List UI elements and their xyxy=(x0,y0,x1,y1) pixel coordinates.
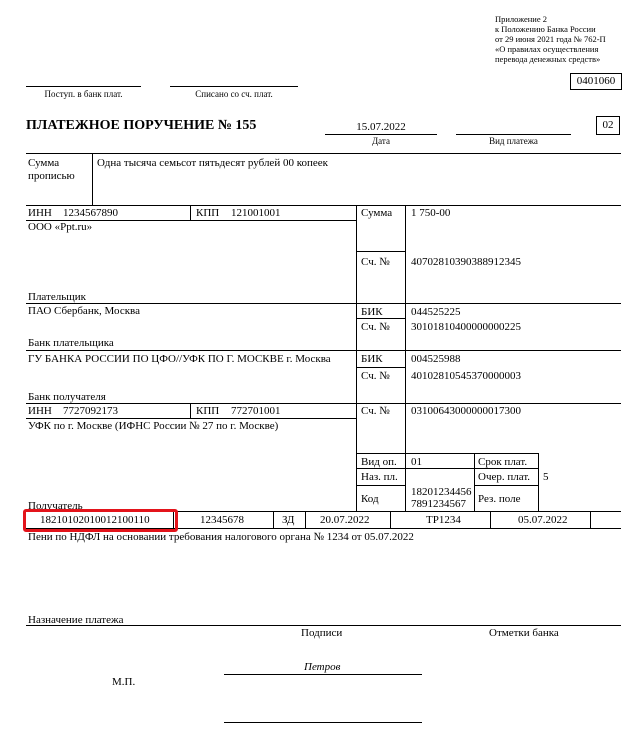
payment-type-line xyxy=(456,134,571,135)
code-line: 18201234456 xyxy=(411,486,472,498)
grid-line xyxy=(190,205,191,220)
payer-name: ООО «Ppt.ru» xyxy=(28,221,93,233)
payee-bank-label: Банк получателя xyxy=(28,391,106,403)
appendix-line: «О правилах осуществления xyxy=(495,44,599,54)
appendix-line: от 29 июня 2021 года № 762-П xyxy=(495,34,606,44)
payer-inn-label: ИНН xyxy=(28,207,52,219)
payer-sum-label: Сумма xyxy=(361,207,393,219)
payee-account: 03100643000000017300 xyxy=(411,405,521,417)
payee-inn-label: ИНН xyxy=(28,405,52,417)
signatures-label: Подписи xyxy=(301,627,343,639)
grid-line xyxy=(405,205,406,511)
grid-line xyxy=(26,625,621,626)
doc-date: 05.07.2022 xyxy=(518,514,568,526)
amount-words-value: Одна тысяча семьсот пятьдесят рублей 00 копеек xyxy=(97,157,328,169)
grid-line xyxy=(356,318,405,319)
kbk: 18210102010012100110 xyxy=(40,514,150,526)
amount-words-label: Сумма прописью xyxy=(28,157,75,182)
signature: Петров xyxy=(304,661,341,673)
grid-line xyxy=(474,485,538,486)
reserve-label: Рез. поле xyxy=(478,493,521,505)
appendix-text xyxy=(495,14,606,64)
grid-line xyxy=(273,511,274,528)
payer-kpp: 121001001 xyxy=(231,207,281,219)
payer-account-label: Сч. № xyxy=(361,256,390,268)
grid-line xyxy=(190,403,191,418)
grid-line xyxy=(356,485,405,486)
payer-bank-name: ПАО Сбербанк, Москва xyxy=(28,305,140,317)
appendix-line: к Положению Банка России xyxy=(495,24,596,34)
payee-kpp: 772701001 xyxy=(231,405,281,417)
form-code: 0401060 xyxy=(570,73,622,90)
payer-bank-account: 30101810400000000225 xyxy=(411,321,521,333)
date-line xyxy=(325,134,437,135)
grid-line xyxy=(490,511,491,528)
priority-label: Очер. плат. xyxy=(478,471,531,483)
payer-bank-label: Банк плательщика xyxy=(28,337,114,349)
grid-line xyxy=(356,251,405,252)
appendix-line: перевода денежных средств» xyxy=(495,54,601,64)
signature-line xyxy=(224,674,422,675)
purpose-text: Пени по НДФЛ на основании требования налогового органа № 1234 от 05.07.2022 xyxy=(28,531,414,543)
payee-kpp-label: КПП xyxy=(196,405,220,417)
grid-line xyxy=(26,205,621,206)
term-label: Срок плат. xyxy=(478,456,528,468)
grid-line xyxy=(305,511,306,528)
purpose-code-label: Наз. пл. xyxy=(361,471,398,483)
grid-line xyxy=(26,303,621,304)
status-code: 02 xyxy=(596,116,620,135)
payer-bank-bik-label: БИК xyxy=(361,306,383,318)
payer-inn: 1234567890 xyxy=(63,207,118,219)
debited-label: Списано со сч. плат. xyxy=(195,89,273,99)
code-value xyxy=(411,486,472,510)
grid-line xyxy=(26,403,621,404)
payee-label: Получатель xyxy=(28,500,83,512)
grid-line xyxy=(26,418,356,419)
payee-account-label: Сч. № xyxy=(361,405,390,417)
tax-period: 20.07.2022 xyxy=(320,514,370,526)
grid-line xyxy=(356,367,405,368)
payer-sum: 1 750-00 xyxy=(411,207,451,219)
purpose-label: Назначение платежа xyxy=(28,614,124,626)
payer-kpp-label: КПП xyxy=(196,207,220,219)
payment-type-label: Вид платежа xyxy=(489,136,538,146)
order-date: 15.07.2022 xyxy=(356,121,406,133)
grid-line xyxy=(474,453,475,511)
grid-line xyxy=(26,350,621,351)
op-type: 01 xyxy=(411,456,422,468)
amount-top-line xyxy=(26,153,621,154)
payee-bank-account-label: Сч. № xyxy=(361,370,390,382)
page-title: ПЛАТЕЖНОЕ ПОРУЧЕНИЕ № 155 xyxy=(26,118,257,133)
date-label: Дата xyxy=(372,136,390,146)
payer-bank-account-label: Сч. № xyxy=(361,321,390,333)
payee-name: УФК по г. Москве (ИФНС России № 27 по г. Москве) xyxy=(28,420,279,432)
bank-marks-label: Отметки банка xyxy=(489,627,559,639)
payee-bank-name: ГУ БАНКА РОССИИ ПО ЦФО//УФК ПО Г. МОСКВЕ г. Москва xyxy=(28,353,331,365)
debited-line xyxy=(170,86,298,87)
grid-line xyxy=(538,453,539,511)
payer-account: 40702810390388912345 xyxy=(411,256,521,268)
payee-bank-bik-label: БИК xyxy=(361,353,383,365)
appendix-line: Приложение 2 xyxy=(495,14,547,24)
doc-number: ТР1234 xyxy=(426,514,461,526)
grid-line xyxy=(390,511,391,528)
grid-line xyxy=(356,468,538,469)
stamp-label: М.П. xyxy=(112,676,136,688)
grid-line xyxy=(590,511,591,528)
received-line xyxy=(26,86,141,87)
code-line: 7891234567 xyxy=(411,498,466,510)
oktmo: 12345678 xyxy=(200,514,244,526)
received-label: Поступ. в банк плат. xyxy=(44,89,123,99)
amount-divider xyxy=(92,153,93,205)
code-label: Код xyxy=(361,493,379,505)
payee-bank-bik: 004525988 xyxy=(411,353,461,365)
payee-inn: 7727092173 xyxy=(63,405,118,417)
payee-bank-account: 40102810545370000003 xyxy=(411,370,521,382)
payer-bank-bik: 044525225 xyxy=(411,306,461,318)
signature-line xyxy=(224,722,422,723)
tax-basis: ЗД xyxy=(282,514,295,526)
priority: 5 xyxy=(543,471,549,483)
kbk-highlight xyxy=(23,509,178,532)
grid-line xyxy=(356,453,538,454)
op-type-label: Вид оп. xyxy=(361,456,397,468)
payer-label: Плательщик xyxy=(28,291,86,303)
